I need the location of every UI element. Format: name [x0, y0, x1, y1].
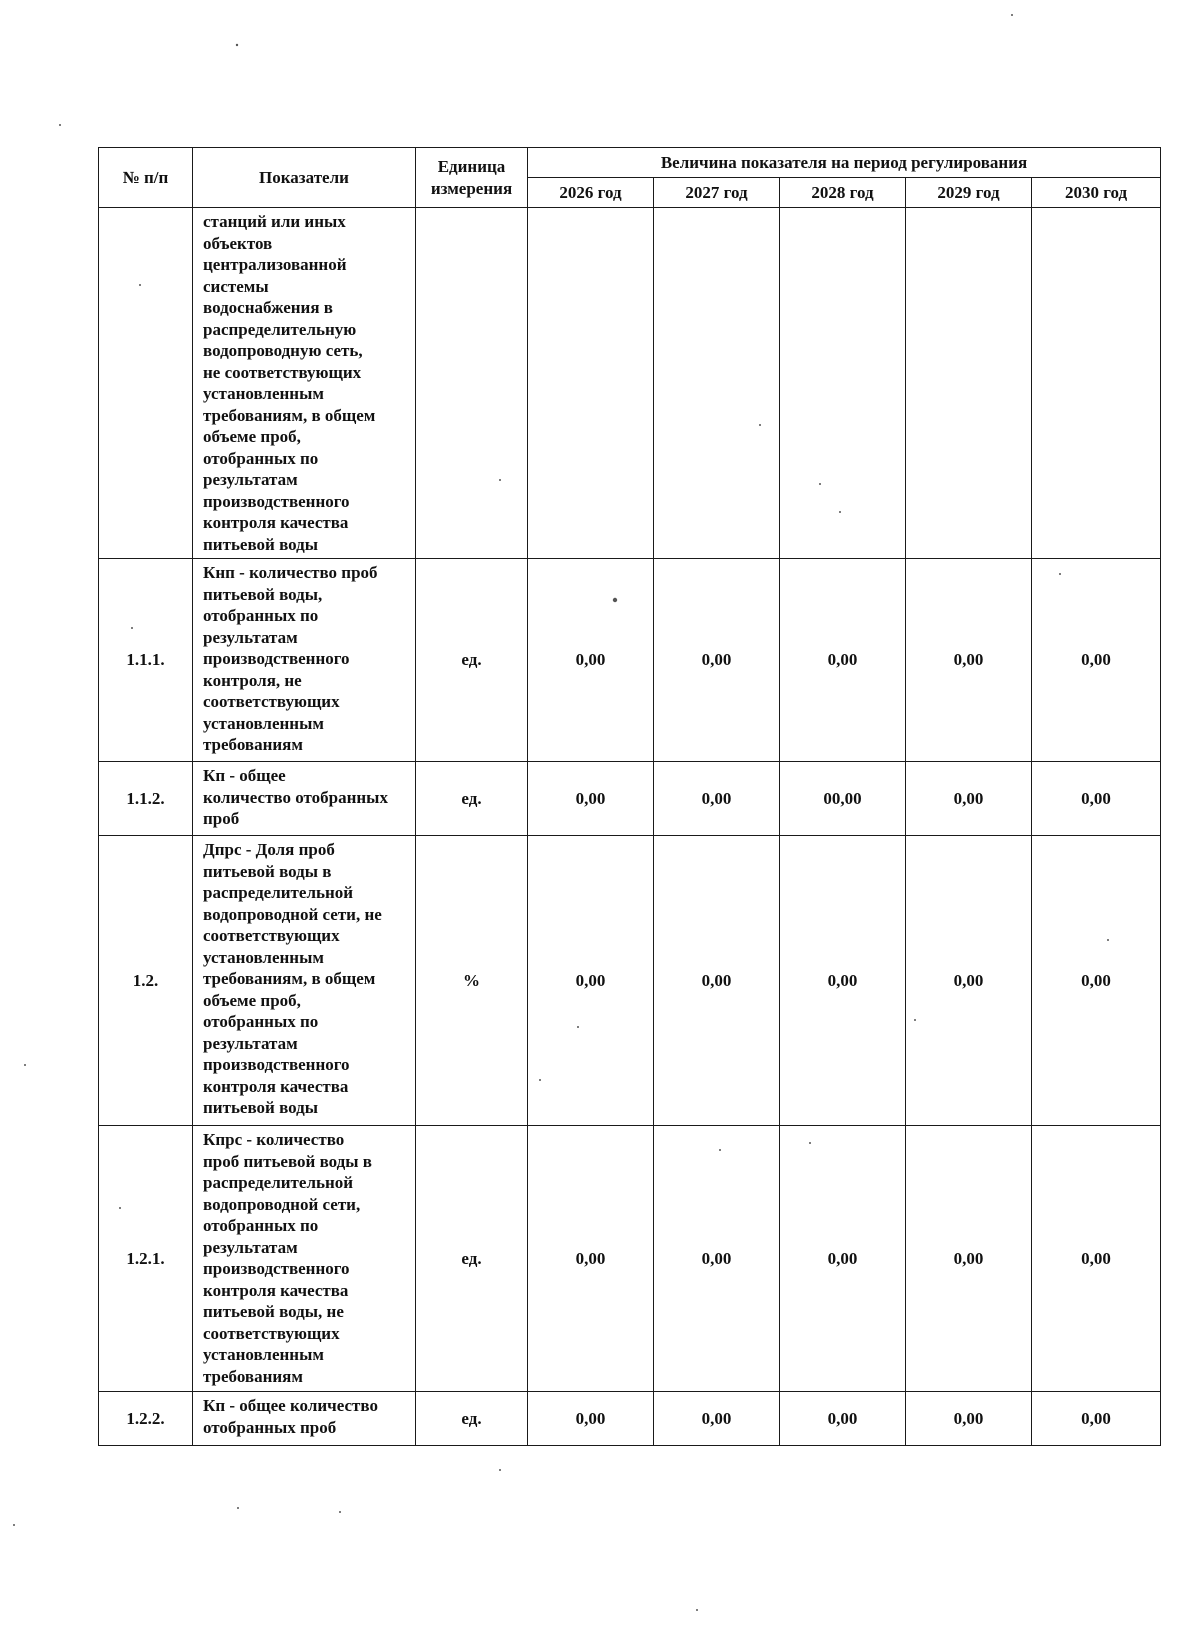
header-year: 2026 год [528, 178, 654, 208]
indicator-table [98, 147, 1161, 1446]
row-indicator: Кнп - количество проб питьевой воды, отобранных по результатам производственного контроля, не соответствующих установленным требованиям [193, 559, 416, 762]
table-row [99, 208, 1161, 559]
header-period: Величина показателя на период регулирования [528, 148, 1161, 178]
row-indicator: Кп - общее количество отобранных проб [193, 762, 416, 836]
header-indicator: Показатели [193, 148, 416, 208]
row-value: 0,00 [906, 1126, 1032, 1392]
row-indicator: Кпрс - количество проб питьевой воды в распределительной водопроводной сети, отобранных по результатам производственного контроля качества питьевой воды, не соответствующих установленным требованиям [193, 1126, 416, 1392]
row-indicator: Кп - общее количество отобранных проб [193, 1392, 416, 1446]
row-unit: ед. [416, 762, 528, 836]
table-row [99, 1126, 1161, 1392]
table-row [99, 559, 1161, 762]
row-value: 0,00 [1032, 559, 1161, 762]
row-value: 0,00 [780, 836, 906, 1126]
row-value: 0,00 [654, 762, 780, 836]
table-row [99, 1392, 1161, 1446]
row-unit: ед. [416, 1392, 528, 1446]
row-value [780, 208, 906, 559]
row-indicator: станций или иных объектов централизованной системы водоснабжения в распределительную водопроводную сеть, не соответствующих установленным требованиям, в общем объеме проб, отобранных по результатам производственного контроля качества питьевой воды [193, 208, 416, 559]
row-value: 0,00 [906, 559, 1032, 762]
row-value: 0,00 [1032, 1392, 1161, 1446]
row-unit [416, 208, 528, 559]
row-value: 0,00 [906, 762, 1032, 836]
row-value: 0,00 [780, 559, 906, 762]
row-value: 0,00 [528, 1392, 654, 1446]
header-unit-line1: Единица [437, 157, 506, 176]
row-value: 00,00 [780, 762, 906, 836]
row-value: 0,00 [528, 559, 654, 762]
row-number: 1.2. [99, 836, 193, 1126]
row-value: 0,00 [654, 1126, 780, 1392]
row-unit: % [416, 836, 528, 1126]
row-number: 1.1.1. [99, 559, 193, 762]
row-value: 0,00 [906, 1392, 1032, 1446]
row-unit: ед. [416, 1126, 528, 1392]
header-year: 2028 год [780, 178, 906, 208]
row-indicator: Дпрс - Доля проб питьевой воды в распределительной водопроводной сети, не соответствующих установленным требованиям, в общем объеме проб, отобранных по результатам производственного контроля качества питьевой воды [193, 836, 416, 1126]
row-value: 0,00 [528, 836, 654, 1126]
header-unit-line2: измерения [430, 178, 513, 198]
row-value: 0,00 [1032, 762, 1161, 836]
row-number: 1.1.2. [99, 762, 193, 836]
row-value: 0,00 [1032, 1126, 1161, 1392]
row-value: 0,00 [654, 836, 780, 1126]
table-row [99, 836, 1161, 1126]
row-value [1032, 208, 1161, 559]
row-value: 0,00 [528, 762, 654, 836]
header-year: 2029 год [906, 178, 1032, 208]
row-value [906, 208, 1032, 559]
header-number: № п/п [99, 148, 193, 208]
row-number: 1.2.2. [99, 1392, 193, 1446]
row-value: 0,00 [528, 1126, 654, 1392]
row-value: 0,00 [780, 1126, 906, 1392]
row-value: 0,00 [1032, 836, 1161, 1126]
row-unit: ед. [416, 559, 528, 762]
row-number: 1.2.1. [99, 1126, 193, 1392]
table-row [99, 762, 1161, 836]
row-value: 0,00 [780, 1392, 906, 1446]
header-year: 2027 год [654, 178, 780, 208]
row-value: 0,00 [654, 1392, 780, 1446]
row-number [99, 208, 193, 559]
row-value [654, 208, 780, 559]
row-value: 0,00 [654, 559, 780, 762]
row-value: 0,00 [906, 836, 1032, 1126]
row-value [528, 208, 654, 559]
header-year: 2030 год [1032, 178, 1161, 208]
header-unit [416, 148, 528, 208]
